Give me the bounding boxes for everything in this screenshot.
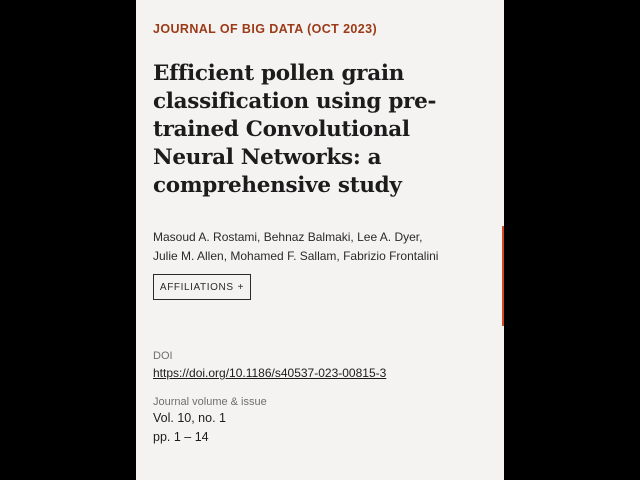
journal-name[interactable]: JOURNAL OF BIG DATA (OCT 2023) xyxy=(153,22,378,36)
author-line-1[interactable]: Masoud A. Rostami, Behnaz Balmaki, Lee A. Dyer, xyxy=(153,230,423,244)
volume-issue-label: Journal volume & issue xyxy=(153,396,267,408)
doi-link[interactable]: https://doi.org/10.1186/s40537-023-00815-3 xyxy=(153,366,387,380)
scroll-indicator xyxy=(502,226,504,326)
article-card xyxy=(136,0,504,480)
author-list xyxy=(153,228,493,265)
affiliations-button-label: AFFILIATIONS xyxy=(159,281,234,293)
author-line-2[interactable]: Julie M. Allen, Mohamed F. Sallam, Fabrizio Frontalini xyxy=(153,248,439,263)
plus-icon: + xyxy=(237,281,245,293)
doi-label: DOI xyxy=(153,350,173,362)
page-range: pp. 1 – 14 xyxy=(153,430,209,444)
article-title: Efficient pollen grain classification using pre-trained Convolutional Neural Networks: a comprehensive study xyxy=(153,61,437,198)
volume-issue-value: Vol. 10, no. 1 xyxy=(153,411,226,425)
affiliations-button[interactable] xyxy=(153,274,251,300)
